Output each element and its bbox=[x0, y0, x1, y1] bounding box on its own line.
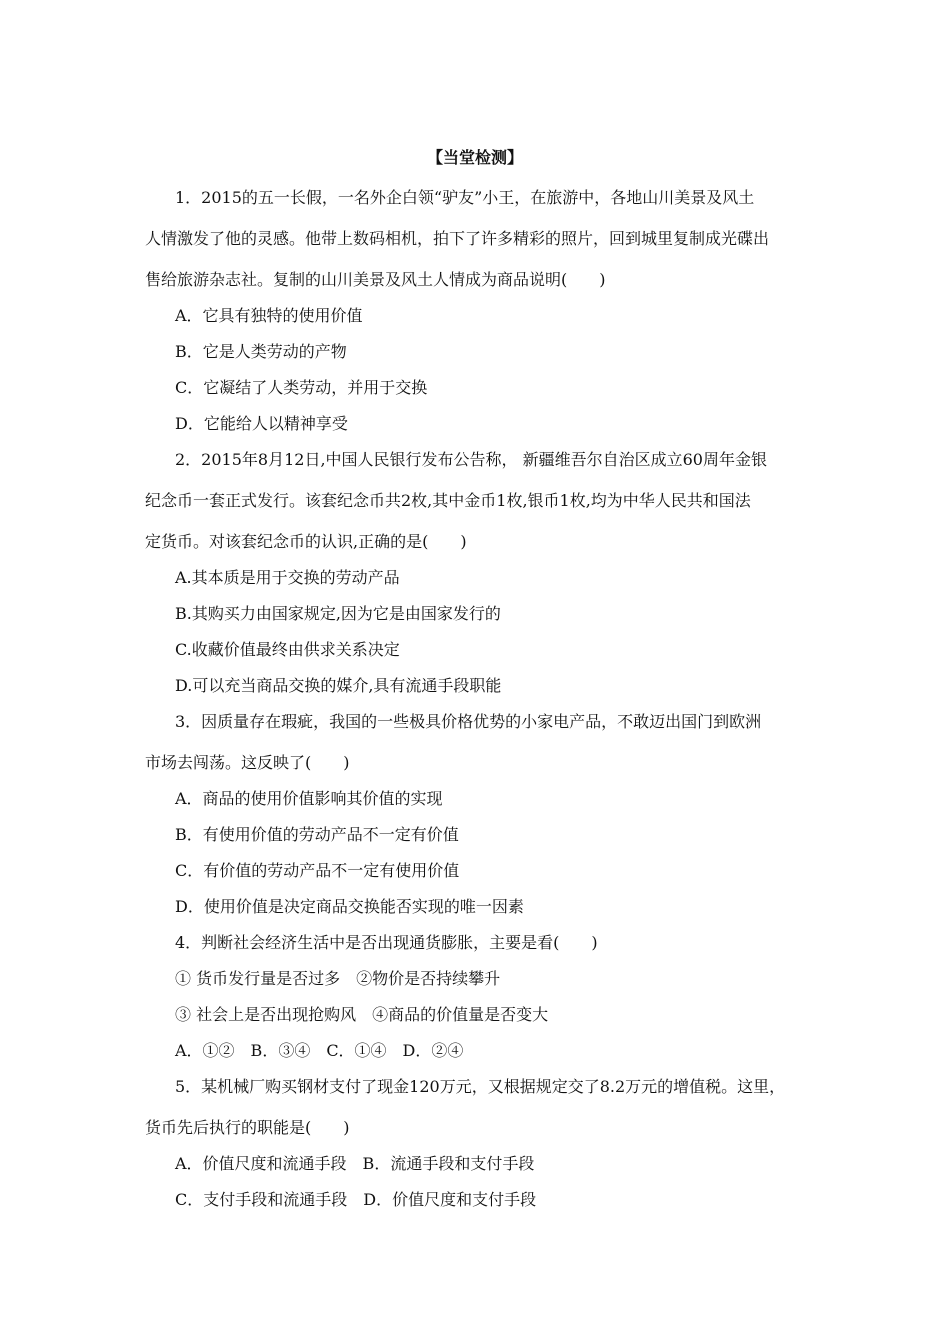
question-2-option-d: D.可以充当商品交换的媒介,具有流通手段职能 bbox=[175, 676, 502, 695]
question-3-stem-line-1: 3．因质量存在瑕疵，我国的一些极具价格优势的小家电产品，不敢迈出国门到欧洲 bbox=[175, 712, 762, 731]
question-2-option-b: B.其购买力由国家规定,因为它是由国家发行的 bbox=[175, 604, 501, 623]
question-2-stem-line-2: 纪念币一套正式发行。该套纪念币共2枚,其中金币1枚,银币1枚,均为中华人民共和国法 bbox=[145, 491, 751, 510]
question-4-statements-line-1: ① 货币发行量是否过多 ②物价是否持续攀升 bbox=[175, 969, 501, 988]
question-4-stem-line-1: 4．判断社会经济生活中是否出现通货膨胀，主要是看( ) bbox=[175, 933, 598, 952]
question-2-option-a: A.其本质是用于交换的劳动产品 bbox=[175, 568, 400, 587]
question-5-options-line-1: A．价值尺度和流通手段 B．流通手段和支付手段 bbox=[175, 1154, 535, 1173]
question-1-option-d: D．它能给人以精神享受 bbox=[175, 414, 348, 433]
question-2-option-c: C.收藏价值最终由供求关系决定 bbox=[175, 640, 400, 659]
question-1-option-c: C．它凝结了人类劳动，并用于交换 bbox=[175, 378, 428, 397]
question-5-stem-line-2: 货币先后执行的职能是( ) bbox=[145, 1118, 350, 1137]
question-1-stem-line-3: 售给旅游杂志社。复制的山川美景及风土人情成为商品说明( ) bbox=[145, 270, 606, 289]
section-title: 【当堂检测】 bbox=[426, 148, 523, 167]
question-3-option-d: D．使用价值是决定商品交换能否实现的唯一因素 bbox=[175, 897, 524, 916]
question-3-option-c: C．有价值的劳动产品不一定有使用价值 bbox=[175, 861, 460, 880]
question-2-stem-line-1: 2．2015年8月12日,中国人民银行发布公告称， 新疆维吾尔自治区成立60周年金银 bbox=[175, 450, 767, 469]
question-1-option-b: B．它是人类劳动的产物 bbox=[175, 342, 347, 361]
question-5-options-line-2: C．支付手段和流通手段 D．价值尺度和支付手段 bbox=[175, 1190, 537, 1209]
question-3-option-a: A．商品的使用价值影响其价值的实现 bbox=[175, 789, 443, 808]
question-3-stem-line-2: 市场去闯荡。这反映了( ) bbox=[145, 753, 350, 772]
question-1-stem-line-1: 1．2015的五一长假，一名外企白领“驴友”小王，在旅游中，各地山川美景及风土 bbox=[175, 188, 755, 207]
question-5-stem-line-1: 5．某机械厂购买钢材支付了现金120万元，又根据规定交了8.2万元的增值税。这里， bbox=[175, 1077, 786, 1096]
question-1-option-a: A．它具有独特的使用价值 bbox=[175, 306, 363, 325]
question-4-statements-line-2: ③ 社会上是否出现抢购风 ④商品的价值量是否变大 bbox=[175, 1005, 549, 1024]
question-2-stem-line-3: 定货币。对该套纪念币的认识,正确的是( ) bbox=[145, 532, 467, 551]
question-3-option-b: B．有使用价值的劳动产品不一定有价值 bbox=[175, 825, 459, 844]
question-1-stem-line-2: 人情激发了他的灵感。他带上数码相机，拍下了许多精彩的照片，回到城里复制成光碟出 bbox=[145, 229, 770, 248]
question-4-answer-choices: A．①② B．③④ C．①④ D．②④ bbox=[175, 1041, 464, 1060]
